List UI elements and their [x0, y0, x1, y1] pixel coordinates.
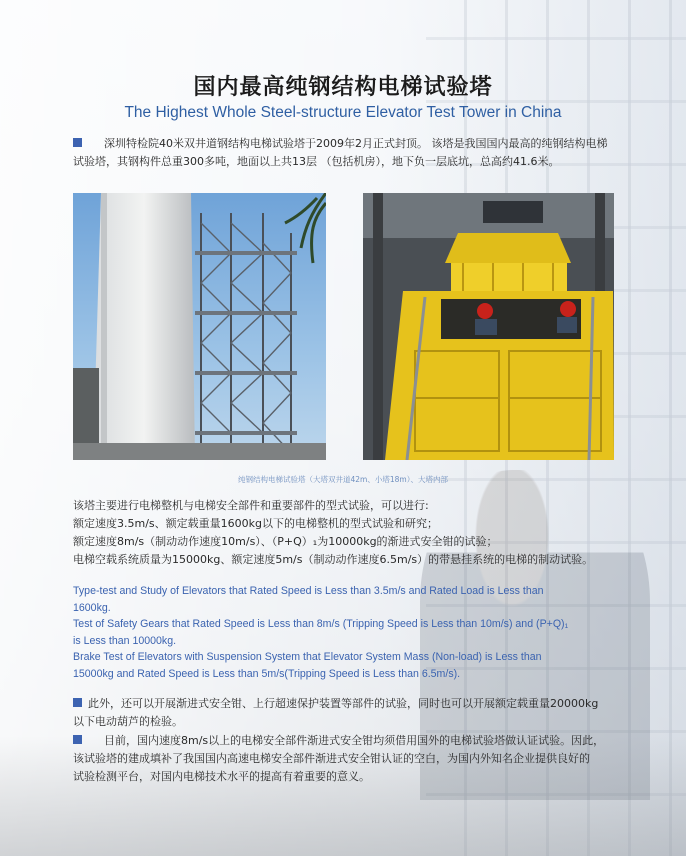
- bullet-square-icon: [73, 735, 82, 744]
- tests-cn-line-2: 额定速度3.5m/s、额定载重量1600kg以下的电梯整机的型式试验和研究；: [73, 517, 438, 530]
- tower-exterior-photo: [73, 193, 326, 460]
- tests-cn-line-4: 电梯空载系统质量为15000kg、额定速度5m/s（制动动作速度6.5m/s）的带悬挂系统的电梯的制动试验。: [73, 553, 594, 566]
- page-title: 国内最高纯钢结构电梯试验塔: [193, 75, 493, 100]
- tower-interior-photo: [363, 193, 614, 460]
- intro-line-1: 深圳特检院40米双井道钢结构电梯试验塔于2009年2月正式封顶。 该塔是我国国内最高的纯钢结构电梯: [104, 137, 608, 150]
- tests-en-line-1: Type-test and Study of Elevators that Rated Speed is Less than 3.5m/s and Rated Load is Less than: [73, 585, 544, 597]
- bullet-square-icon: [73, 698, 82, 707]
- tests-chinese-paragraph: [73, 497, 618, 569]
- tests-en-line-5: Brake Test of Elevators with Suspension System that Elevator System Mass (Non-load) is Less than: [73, 651, 542, 663]
- significance-line-3: 试验检测平台，对国内电梯技术水平的提高有着重要的意义。: [73, 770, 370, 783]
- tests-en-line-3: Test of Safety Gears that Rated Speed is Less than 8m/s (Tripping Speed is Less than 10m/s) and (P+Q)₁: [73, 618, 569, 630]
- additional-tests-paragraph: [73, 695, 618, 731]
- tests-en-line-2: 1600kg.: [73, 601, 111, 614]
- tests-english-paragraph: [73, 583, 618, 682]
- intro-line-2: 试验塔，其钢构件总重300多吨，地面以上共13层 （包括机房），地下负一层底坑，总高约41.6米。: [73, 155, 560, 168]
- intro-paragraph: [73, 135, 618, 171]
- bullet-square-icon: [73, 138, 82, 147]
- tests-cn-line-3: 额定速度8m/s（制动动作速度10m/s）、（P+Q）₁为10000kg的渐进式安全钳的试验；: [73, 535, 498, 548]
- tests-en-line-4: is Less than 10000kg.: [73, 634, 177, 647]
- page-subtitle-english: The Highest Whole Steel-structure Elevator Test Tower in China: [124, 104, 562, 121]
- significance-line-2: 该试验塔的建成填补了我国国内高速电梯安全部件渐进式安全钳认证的空白，为国内外知名企业提供良好的: [73, 752, 590, 765]
- photo-caption: 纯钢结构电梯试验塔（大塔双井道42m、小塔18m）、大塔内部: [238, 475, 448, 484]
- additional-line-1: 此外，还可以开展渐进式安全钳、上行超速保护装置等部件的试验，同时也可以开展额定载重量20000kg: [88, 697, 599, 710]
- significance-paragraph: [73, 732, 618, 786]
- additional-line-2: 以下电动葫芦的检验。: [73, 715, 183, 728]
- tests-cn-line-1: 该塔主要进行电梯整机与电梯安全部件和重要部件的型式试验，可以进行:: [73, 499, 429, 512]
- significance-line-1: 目前，国内速度8m/s以上的电梯安全部件渐进式安全钳均须借用国外的电梯试验塔做认证试验。因此，: [104, 734, 605, 747]
- tests-en-line-6: 15000kg and Rated Speed is Less than 5m/s(Tripping Speed is Less than 6.5m/s).: [73, 667, 461, 680]
